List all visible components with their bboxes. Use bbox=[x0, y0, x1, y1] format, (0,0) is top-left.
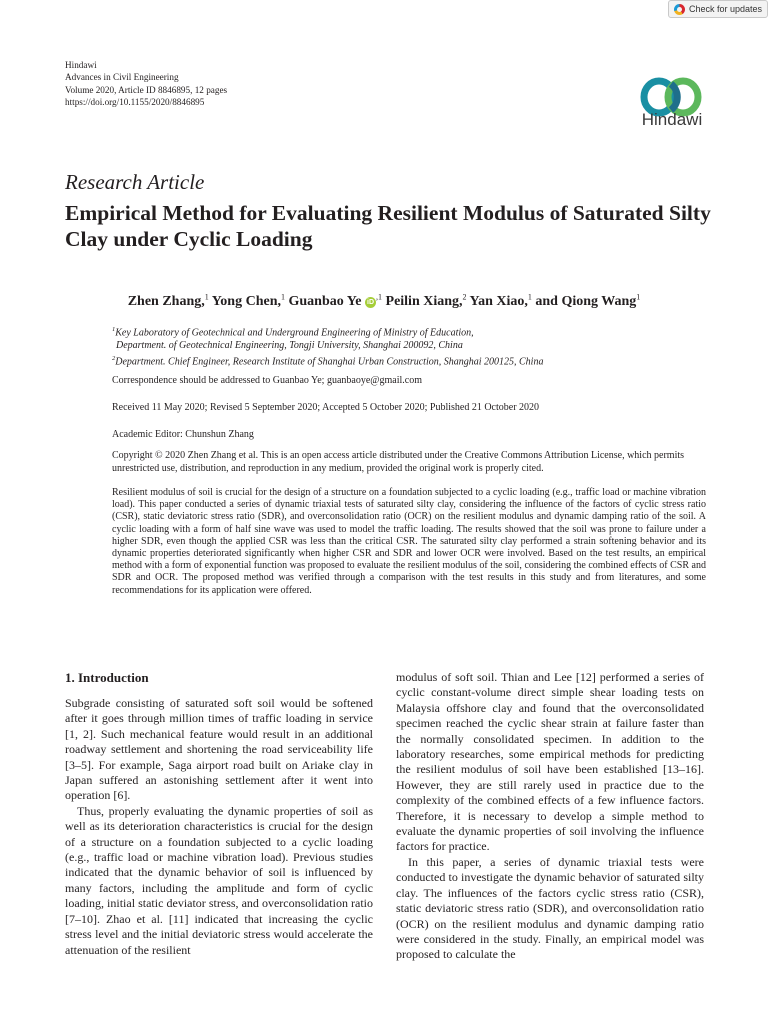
body-paragraph: Subgrade consisting of saturated soft soil would be softened after it goes through million times of traffic loading in service [1, 2]. Such mechanical feature would result in an additional roadway settlement and shortening the road serviceability life [3–5]. For example, Saga airport road built on Ariake clay in Japan suffered an astonishing settlement after it went into operation [6]. bbox=[65, 696, 373, 803]
check-for-updates-button[interactable] bbox=[668, 0, 768, 18]
affiliation-1-line2: Department. of Geotechnical Engineering, Tongji University, Shanghai 200092, China bbox=[116, 340, 463, 352]
abstract: Resilient modulus of soil is crucial for the design of a structure on a foundation subjected to a cyclic loading (e.g., traffic load or machine vibration load). This paper conducted a series of dynamic triaxial tests of saturated silty clay, considering the influence of the factors of cyclic stress ratio (CSR), static deviatoric stress ratio (SDR), and overconsolidation ratio (OCR) on the resilient modulus and dynamic damping ratio of the soil. A cyclic loading with a form of half sine wave was used to model the traffic loading. The results showed that the soil was prone to failure under a higher SDR, even though the applied CSR was less than the critical CSR. The saturated silty clay performed a strain softening behavior and its dynamic properties deteriorated significantly when higher CSR and SDR and lower OCR were involved. Based on the test results, an empirical method with a form of exponential function was proposed to evaluate the resilient modulus of the soil, considering the combined effects of CSR and SDR and OCR. The proposed method was verified through a comparison with the test results in this study and from literatures, and some recommendations for its application were offered. bbox=[112, 487, 706, 596]
body-paragraph: modulus of soft soil. Thian and Lee [12] performed a series of cyclic constant-volume direct simple shear loading tests on Malaysia offshore clay and found that the overconsolidated specimen reached the cyclic shear strain at failure faster than the normally consolidated specimen. In addition to the laboratory researches, some empirical methods for predicting the resilient modulus of soil have been established [13–16]. However, they are still rarely used in practice due to the complexity of the combined effects of a few influence factors. Therefore, it is necessary to develop a simple method to evaluate the dynamic properties of soil involving the influence factors for practice. bbox=[396, 670, 704, 854]
author-name: Guanbao Ye $iD^{,1}$ bbox=[288, 292, 383, 309]
article-type: Research Article bbox=[65, 170, 205, 194]
publisher-name: Hindawi bbox=[65, 60, 97, 70]
affiliation-2: $^2$Department. Chief Engineer, Research Institute of Shanghai Urban Construction, Shanghai 200125, China bbox=[112, 355, 544, 368]
crossmark-icon bbox=[674, 4, 685, 15]
correspondence: Correspondence should be addressed to Guanbao Ye; guanbaoye@gmail.com bbox=[112, 375, 422, 386]
author-name: and Qiong Wang$^1$ bbox=[535, 292, 641, 309]
check-for-updates-label: Check for updates bbox=[689, 4, 763, 14]
academic-editor: Academic Editor: Chunshun Zhang bbox=[112, 429, 254, 440]
left-column bbox=[65, 670, 373, 958]
author-list bbox=[0, 292, 768, 310]
affiliation-1: $^1$Key Laboratory of Geotechnical and Underground Engineering of Ministry of Education, bbox=[112, 326, 474, 339]
author-name: Yan Xiao,$^1$ bbox=[469, 292, 532, 309]
author-name: Zhen Zhang,$^1$ bbox=[127, 292, 209, 309]
author-name: Peilin Xiang,$^2$ bbox=[385, 292, 467, 309]
volume-info: Volume 2020, Article ID 8846895, 12 pages bbox=[65, 84, 228, 95]
body-paragraph: Thus, properly evaluating the dynamic properties of soil as well as its deterioration characteristics is crucial for the design of a structure on a foundation subjected to a cyclic loading (e.g., traffic load or machine vibration load). Previous studies indicated that the dynamic behavior of soil is influenced by many factors, including the amplitude and form of cyclic loading, initial static deviator stress, and overconsolidation ratio [7–10]. Zhao et al. [11] indicated that increasing the cyclic stress level and the initial deviatoric stress would accelerate the attenuation of the resilient bbox=[65, 803, 373, 957]
doi-link[interactable]: https://doi.org/10.1155/2020/8846895 bbox=[65, 97, 205, 108]
publication-dates: Received 11 May 2020; Revised 5 September 2020; Accepted 5 October 2020; Published 21 October 2020 bbox=[112, 402, 540, 413]
section-heading: 1. Introduction bbox=[65, 670, 149, 685]
right-column bbox=[396, 670, 704, 963]
body-paragraph: In this paper, a series of dynamic triaxial tests were conducted to investigate the dynamic behavior of saturated silty clay. The influences of the factors cyclic stress ratio (CSR), static deviatoric stress ratio (SDR), and overconsolidation ratio (OCR) on the resilient modulus and dynamic damping ratio were considered in the study. Finally, an empirical model was proposed to calculate the bbox=[396, 854, 704, 962]
copyright-notice: Copyright © 2020 Zhen Zhang et al. This is an open access article distributed under the Creative Commons Attribution License, which permits unrestricted use, distribution, and reproduction in any medium, provided the original work is properly cited. bbox=[112, 450, 685, 474]
orcid-icon[interactable]: iD bbox=[367, 298, 375, 306]
journal-name: Advances in Civil Engineering bbox=[65, 72, 179, 83]
affiliations bbox=[112, 323, 712, 369]
paper-title: Empirical Method for Evaluating Resilient Modulus of Saturated Silty Clay under Cyclic Loading bbox=[65, 201, 711, 251]
journal-info bbox=[65, 59, 227, 109]
author-name: Yong Chen,$^1$ bbox=[211, 292, 285, 309]
hindawi-wordmark: Hindawi bbox=[641, 110, 703, 129]
